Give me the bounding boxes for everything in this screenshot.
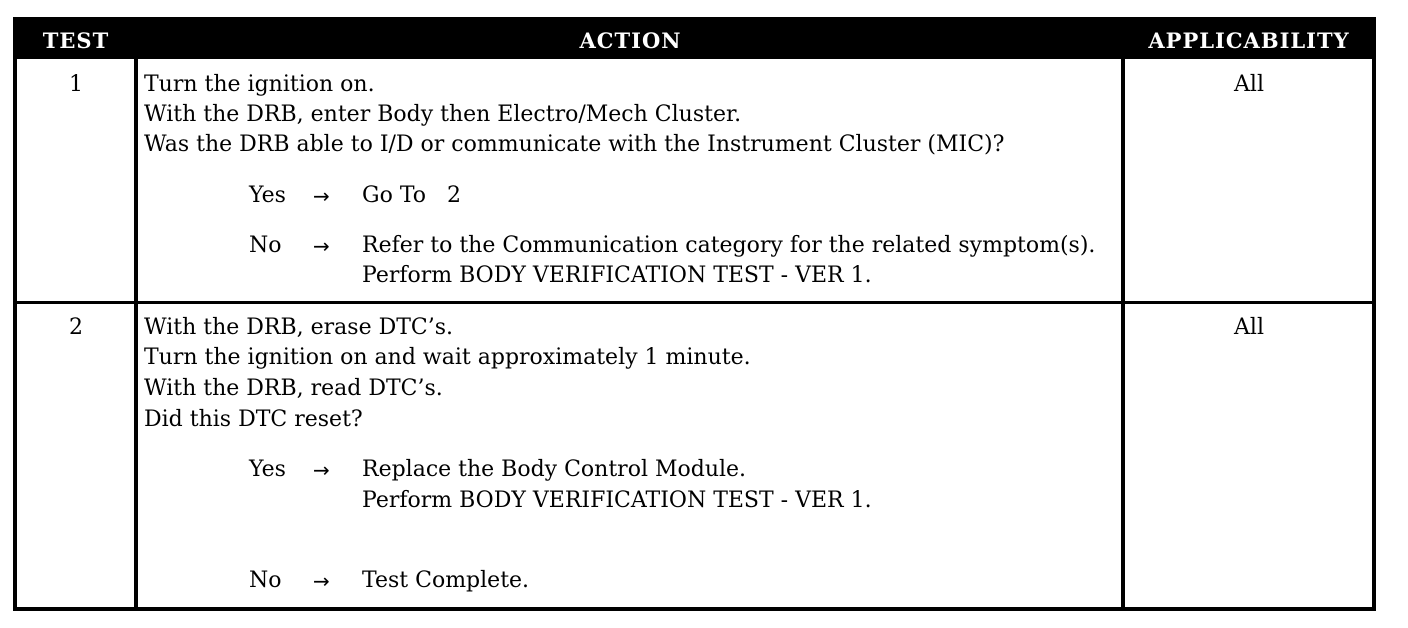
table-header (17, 21, 1372, 59)
action-line: Turn the ignition on. (144, 72, 375, 97)
arrow-icon: → (313, 234, 330, 258)
row-divider (17, 301, 1372, 304)
yes-action: Go To 2 (362, 183, 461, 208)
no-action: Refer to the Communication category for the related symptom(s). (362, 233, 1096, 258)
no-label: No (249, 568, 282, 593)
yes-label: Yes (249, 183, 286, 208)
diagnostic-test-table (13, 17, 1376, 611)
arrow-icon: → (313, 569, 330, 593)
action-line: With the DRB, erase DTC’s. (144, 315, 454, 340)
action-line: Did this DTC reset? (144, 407, 363, 432)
yes-action: Perform BODY VERIFICATION TEST - VER 1. (362, 488, 872, 513)
action-line: With the DRB, enter Body then Electro/Mech Cluster. (144, 102, 742, 127)
no-action: Test Complete. (362, 568, 530, 593)
action-line: Was the DRB able to I/D or communicate with the Instrument Cluster (MIC)? (144, 132, 1005, 157)
yes-action: Replace the Body Control Module. (362, 457, 747, 482)
header-action: ACTION (579, 28, 682, 53)
applicability-2: All (1234, 315, 1264, 340)
applicability-1: All (1234, 72, 1264, 97)
test-number-1: 1 (69, 72, 83, 97)
column-divider (1121, 59, 1125, 607)
yes-label: Yes (249, 457, 286, 482)
no-label: No (249, 233, 282, 258)
action-line: Turn the ignition on and wait approximately 1 minute. (144, 345, 751, 370)
header-test: TEST (42, 28, 110, 53)
test-number-2: 2 (69, 315, 83, 340)
action-line: With the DRB, read DTC’s. (144, 376, 443, 401)
arrow-icon: → (313, 458, 330, 482)
header-applicability: APPLICABILITY (1148, 28, 1350, 53)
no-action: Perform BODY VERIFICATION TEST - VER 1. (362, 263, 872, 288)
arrow-icon: → (313, 184, 330, 208)
